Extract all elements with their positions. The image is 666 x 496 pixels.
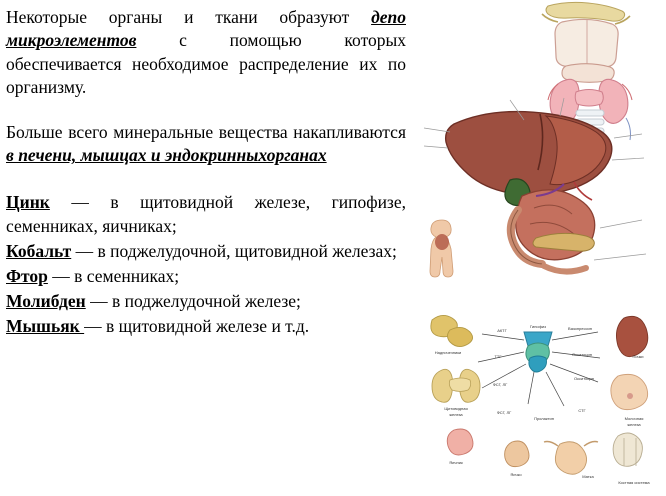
list-item-zinc-term: Цинк	[6, 191, 50, 212]
svg-text:СТГ: СТГ	[578, 408, 586, 413]
spacer-1	[6, 107, 406, 121]
svg-text:ФСГ, ЛГ: ФСГ, ЛГ	[496, 410, 512, 415]
list-item-arsenic-term: Мышьяк	[6, 315, 85, 336]
svg-text:Матка: Матка	[582, 474, 594, 479]
list-item-zinc-rest: — в щитовидной железе, гипофизе, семенниках, яичниках;	[6, 191, 406, 237]
svg-text:Костная система: Костная система	[618, 480, 650, 485]
endocrine-system-diagram	[412, 296, 666, 496]
list-item-cobalt-term: Кобальт	[6, 241, 72, 262]
svg-text:ТТГ: ТТГ	[494, 354, 502, 359]
paragraph-1-part-1: Некоторые органы и ткани образуют	[6, 7, 372, 27]
paragraph-1-part-3: с помощью которых обеспечивается необходимое распределение их по организму.	[6, 30, 406, 97]
svg-text:железа: железа	[449, 412, 463, 417]
list-item-fluorine-rest: — в семенниках;	[47, 266, 180, 287]
svg-text:Окситоцин: Окситоцин	[572, 352, 592, 357]
liver-digestive-illustration	[414, 88, 658, 288]
paragraph-1-highlight: депо микроэлементов	[6, 7, 406, 51]
list-item-cobalt	[6, 239, 406, 264]
svg-text:Молочная: Молочная	[624, 416, 644, 421]
list-item-zinc	[6, 190, 406, 240]
list-item-molybdenum-term: Молибден	[6, 290, 86, 311]
paragraph-2-part-1: Больше всего минеральные вещества накапливаются	[6, 122, 406, 143]
svg-text:Пролактин: Пролактин	[534, 416, 554, 421]
svg-text:Яичник: Яичник	[449, 460, 463, 465]
svg-text:ФСГ, ЛГ: ФСГ, ЛГ	[492, 382, 508, 387]
spacer-2	[6, 176, 406, 190]
list-item-arsenic	[6, 314, 406, 339]
svg-text:Окситоцин: Окситоцин	[574, 376, 594, 381]
list-item-fluorine	[6, 264, 406, 289]
paragraph-2-highlight: в печени, мышцах и эндокринныхорганах	[6, 145, 327, 166]
svg-text:Вазопрессин: Вазопрессин	[568, 326, 592, 331]
list-item-fluorine-term: Фтор	[6, 266, 48, 287]
text-column	[6, 6, 406, 339]
paragraph-2	[6, 121, 406, 168]
svg-text:Надпочечники: Надпочечники	[434, 350, 462, 355]
svg-text:железа: железа	[627, 422, 641, 427]
list-item-cobalt-rest: — в поджелудочной, щитовидной железах;	[71, 241, 397, 262]
image-column	[406, 0, 666, 496]
svg-text:Почки: Почки	[632, 354, 644, 359]
svg-text:Щитовидная: Щитовидная	[444, 406, 468, 411]
svg-text:АКТГ: АКТГ	[497, 328, 507, 333]
list-item-molybdenum-rest: — в поджелудочной железе;	[85, 290, 301, 311]
svg-text:Яичко: Яичко	[510, 472, 522, 477]
paragraph-1	[6, 6, 406, 99]
list-item-arsenic-rest: — в щитовидной железе и т.д.	[84, 315, 310, 336]
svg-text:Гипофиз: Гипофиз	[530, 324, 546, 329]
list-item-molybdenum	[6, 289, 406, 314]
